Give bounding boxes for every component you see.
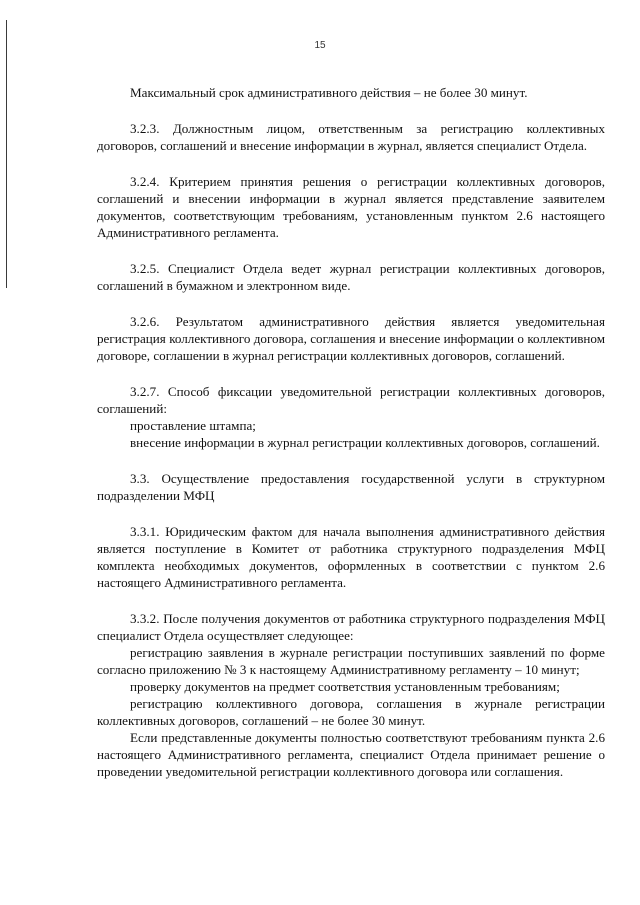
list-item-document-check: проверку документов на предмет соответствия установленным требованиям; bbox=[130, 679, 560, 694]
paragraph-decision: Если представленные документы полностью соответствуют требованиям пункта 2.6 настоящего Административного регламента, специалист Отдела принимает решение о проведении уведомительной регистрации коллективного договора или соглашения. bbox=[97, 730, 605, 779]
paragraph-3-2-4: 3.2.4. Критерием принятия решения о регистрации коллективных договоров, соглашений и внесении информации в журнал является представление заявителем документов, соответствующим требованиям, установленным пунктом 2.6 настоящего Административного регламента. bbox=[97, 174, 605, 240]
binding-edge-line bbox=[6, 20, 7, 288]
list-item-agreement-registration: регистрацию коллективного договора, соглашения в журнале регистрации коллективных договоров, соглашений – не более 30 минут. bbox=[97, 696, 605, 728]
document-body bbox=[97, 84, 605, 780]
list-item-stamp: проставление штампа; bbox=[130, 418, 256, 433]
list-item-application-registration: регистрацию заявления в журнале регистрации поступивших заявлений по форме согласно приложению № 3 к настоящему Административному регламенту – 10 минут; bbox=[97, 645, 605, 677]
section-heading-3-3: 3.3. Осуществление предоставления государственной услуги в структурном подразделении МФЦ bbox=[97, 471, 605, 503]
paragraph-3-2-3: 3.2.3. Должностным лицом, ответственным за регистрацию коллективных договоров, соглашений и внесение информации в журнал, является специалист Отдела. bbox=[97, 121, 605, 153]
paragraph-max-time: Максимальный срок административного действия – не более 30 минут. bbox=[130, 85, 528, 100]
list-item-journal-entry: внесение информации в журнал регистрации коллективных договоров, соглашений. bbox=[130, 435, 600, 450]
page-number: 15 bbox=[314, 40, 326, 51]
paragraph-3-2-7: 3.2.7. Способ фиксации уведомительной регистрации коллективных договоров, соглашений: bbox=[97, 384, 605, 416]
paragraph-3-3-1: 3.3.1. Юридическим фактом для начала выполнения административного действия является поступление в Комитет от работника структурного подразделения МФЦ комплекта необходимых документов, оформленных в соответствии с пунктом 2.6 настоящего Административного регламента. bbox=[97, 524, 605, 590]
paragraph-3-2-5: 3.2.5. Специалист Отдела ведет журнал регистрации коллективных договоров, соглашений в бумажном и электронном виде. bbox=[97, 261, 605, 293]
paragraph-3-3-2: 3.3.2. После получения документов от работника структурного подразделения МФЦ специалист Отдела осуществляет следующее: bbox=[97, 611, 605, 643]
paragraph-3-2-6: 3.2.6. Результатом административного действия является уведомительная регистрация коллективного договора, соглашения и внесение информации о коллективном договоре, соглашении в журнал регистрации коллективных договоров, соглашений. bbox=[97, 314, 605, 363]
